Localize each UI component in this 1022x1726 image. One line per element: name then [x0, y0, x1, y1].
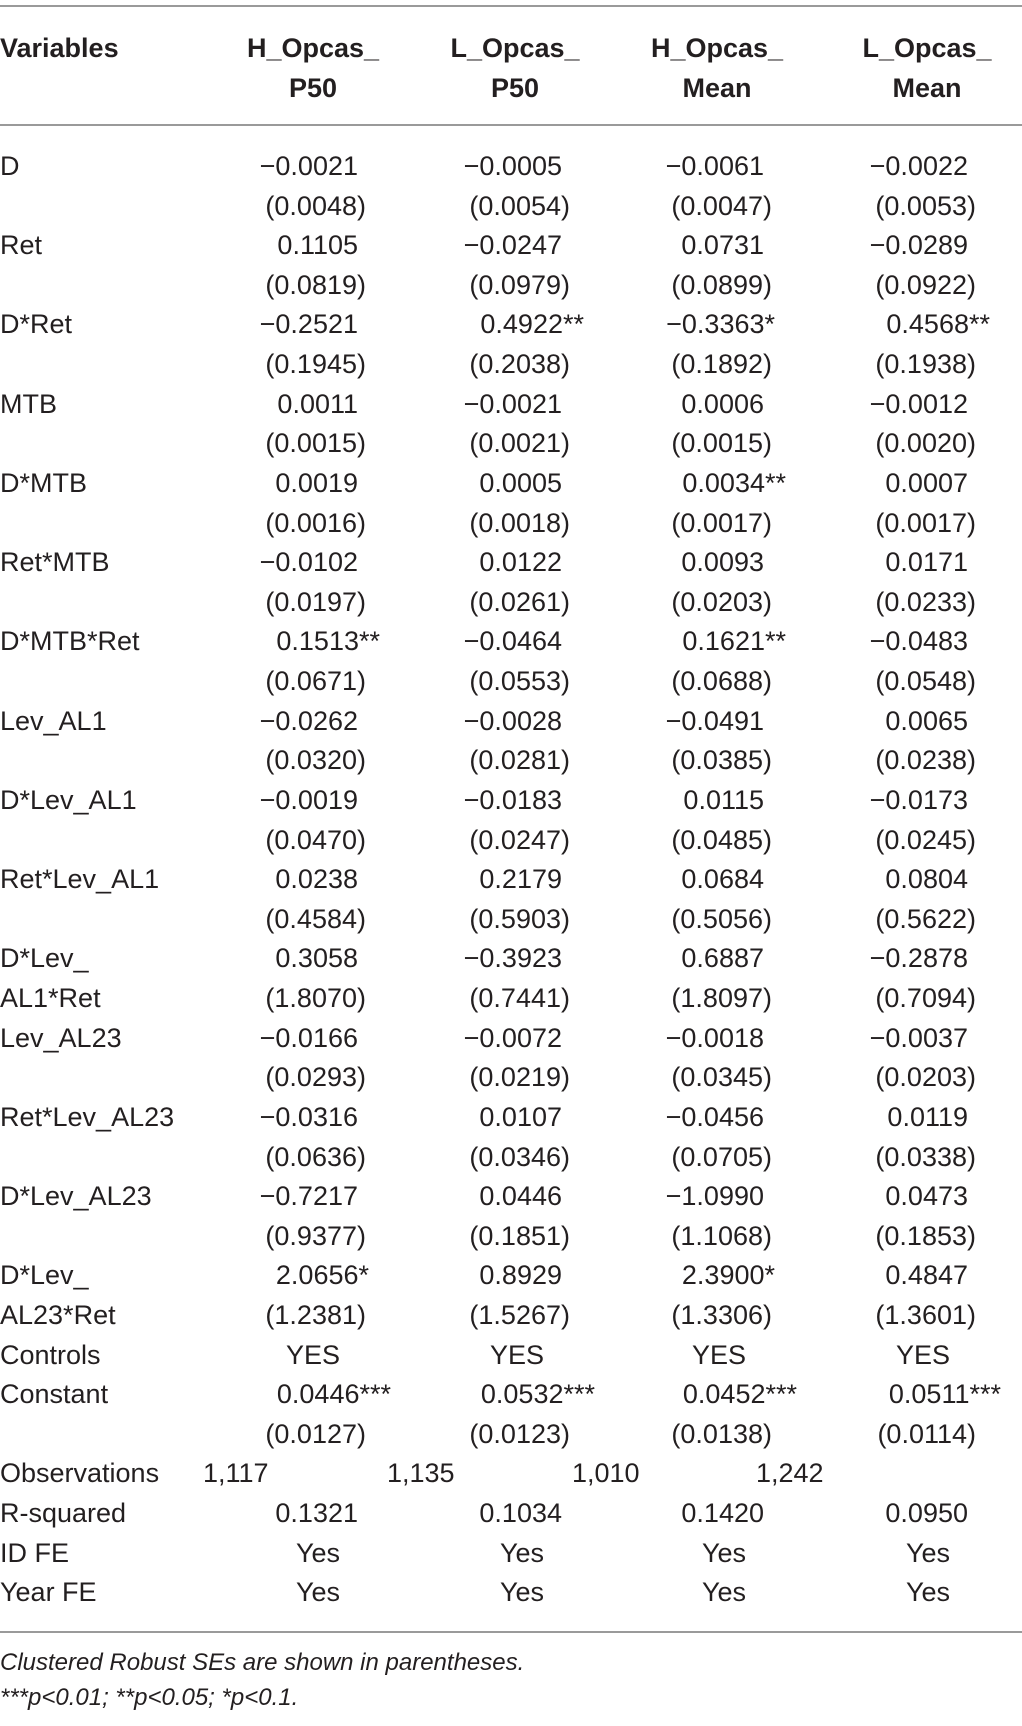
cell-col-1: 0.1513**	[276, 626, 380, 657]
cell-col-4: (0.0017)	[875, 507, 976, 538]
cell-col-1: −0.7217	[259, 1181, 358, 1212]
cell-col-2: (0.0346)	[469, 1141, 570, 1172]
row-label: D*Lev_AL1	[0, 784, 137, 815]
table-row	[0, 384, 1022, 424]
cell-col-1: 0.3058	[275, 943, 358, 974]
header-col-3-line-1: H_Opcas_	[650, 33, 784, 63]
cell-col-4: (0.0114)	[877, 1418, 976, 1449]
cell-col-2: −0.0247	[463, 230, 562, 261]
cell-col-2: 0.0446	[479, 1181, 562, 1212]
table-row	[0, 344, 1022, 384]
table-row	[0, 1572, 1022, 1612]
table-row	[0, 304, 1022, 344]
cell-col-4: YES	[895, 1339, 950, 1370]
cell-col-4: −0.0022	[869, 151, 968, 181]
cell-col-3: 0.0452***	[682, 1379, 797, 1410]
table-row	[0, 1374, 1022, 1414]
cell-col-2: Yes	[499, 1577, 544, 1608]
cell-col-3: (0.0017)	[671, 507, 772, 538]
row-label: Ret	[0, 230, 43, 261]
cell-col-3: 0.0006	[681, 388, 764, 419]
cell-col-2: 0.0005	[479, 467, 562, 498]
cell-col-1: (1.8070)	[265, 983, 366, 1014]
row-label: Lev_AL1	[0, 705, 107, 736]
header-col-1	[218, 28, 408, 108]
cell-col-1: 0.1105	[277, 230, 358, 261]
cell-col-3: Yes	[701, 1537, 746, 1568]
row-label: R-squared	[0, 1498, 127, 1529]
table-top-rule	[0, 5, 1022, 7]
cell-col-3: (0.0485)	[671, 824, 772, 855]
cell-col-4: (0.0233)	[875, 586, 976, 617]
cell-col-1: (0.0293)	[265, 1062, 366, 1093]
cell-col-3: (0.0385)	[671, 745, 772, 776]
table-row	[0, 503, 1022, 543]
row-label: Controls	[0, 1339, 101, 1370]
table-row	[0, 1414, 1022, 1454]
cell-col-3: 0.0093	[681, 547, 764, 578]
table-row	[0, 1176, 1022, 1216]
cell-col-1: −0.0316	[259, 1101, 358, 1132]
table-row	[0, 661, 1022, 701]
cell-col-4: (0.7094)	[875, 983, 976, 1014]
cell-col-4: (0.0922)	[875, 269, 976, 300]
cell-col-2: 0.8929	[479, 1260, 562, 1291]
cell-col-4: Yes	[905, 1537, 950, 1568]
cell-col-2: −0.0021	[463, 388, 562, 419]
table-row	[0, 1216, 1022, 1256]
row-label: AL23*Ret	[0, 1299, 116, 1330]
cell-col-4: −0.0037	[869, 1022, 968, 1053]
table-row	[0, 186, 1022, 226]
cell-col-1: −0.0262	[259, 705, 358, 736]
row-label: D*Lev_AL23	[0, 1181, 152, 1212]
cell-col-1: (1.2381)	[265, 1299, 366, 1330]
cell-col-2: (0.5903)	[469, 903, 570, 934]
header-col-2-line-1: L_Opcas_	[450, 33, 580, 63]
cell-col-3: (0.5056)	[671, 903, 772, 934]
cell-col-4: 0.0804	[885, 864, 968, 895]
cell-col-2: 0.4922**	[480, 309, 584, 340]
cell-col-2: (0.0261)	[469, 586, 570, 617]
cell-col-2: (0.0219)	[469, 1062, 570, 1093]
cell-col-4: 0.0171	[885, 547, 968, 578]
cell-col-3: 2.3900*	[681, 1260, 775, 1291]
cell-col-2: (0.0281)	[469, 745, 570, 776]
table-row	[0, 859, 1022, 899]
row-label: Constant	[0, 1379, 109, 1410]
cell-col-3: (0.1892)	[671, 349, 772, 380]
cell-col-1: (0.0048)	[265, 190, 366, 221]
row-label: AL1*Ret	[0, 983, 101, 1014]
cell-col-3: −0.0018	[665, 1022, 764, 1053]
cell-col-3: −1.0990	[665, 1181, 764, 1212]
cell-col-3: (0.0047)	[671, 190, 772, 221]
cell-col-3: 1,010	[572, 1458, 640, 1489]
row-label: Year FE	[0, 1577, 97, 1608]
table-row	[0, 1295, 1022, 1335]
cell-col-4: 0.4568**	[886, 309, 990, 340]
cell-col-4: (0.1853)	[875, 1220, 976, 1251]
cell-col-2: −0.0072	[463, 1022, 562, 1053]
cell-col-3: (0.0138)	[671, 1418, 772, 1449]
cell-col-4: (0.0238)	[875, 745, 976, 776]
row-label: D*MTB*Ret	[0, 626, 140, 657]
row-label: Ret*MTB	[0, 547, 110, 578]
cell-col-4: 1,242	[756, 1458, 824, 1489]
cell-col-1: (0.0016)	[265, 507, 366, 538]
cell-col-2: (0.0021)	[469, 428, 570, 459]
cell-col-3: (1.3306)	[671, 1299, 772, 1330]
cell-col-1: (0.0320)	[265, 745, 366, 776]
cell-col-2: (0.0247)	[469, 824, 570, 855]
header-col-1-line-2: P50	[288, 73, 338, 103]
table-row	[0, 582, 1022, 622]
cell-col-1: (0.4584)	[265, 903, 366, 934]
cell-col-2: −0.0464	[463, 626, 562, 657]
table-row	[0, 265, 1022, 305]
cell-col-1: −0.0021	[259, 151, 358, 181]
cell-col-2: (0.7441)	[469, 983, 570, 1014]
cell-col-1: −0.0166	[259, 1022, 358, 1053]
cell-col-1: (0.0015)	[265, 428, 366, 459]
row-label: Lev_AL23	[0, 1022, 122, 1053]
cell-col-3: 0.0731	[681, 230, 764, 261]
row-label: D*Lev_	[0, 943, 89, 974]
cell-col-2: (0.0123)	[469, 1418, 570, 1449]
header-variables: Variables	[0, 33, 119, 63]
cell-col-4: (0.0338)	[875, 1141, 976, 1172]
header-col-4	[832, 28, 1022, 108]
cell-col-2: −0.0028	[463, 705, 562, 736]
cell-col-4: 0.0950	[885, 1498, 968, 1529]
table-row	[0, 701, 1022, 741]
cell-col-2: 1,135	[387, 1458, 455, 1489]
cell-col-3: −0.0456	[665, 1101, 764, 1132]
row-label: D*MTB	[0, 467, 87, 498]
cell-col-3: −0.0061	[665, 151, 764, 181]
table-row	[0, 1097, 1022, 1137]
cell-col-1: −0.0019	[259, 784, 358, 815]
table-row	[0, 780, 1022, 820]
cell-col-4: (0.0203)	[875, 1062, 976, 1093]
cell-col-4: 0.0065	[885, 705, 968, 736]
cell-col-1: 1,117	[203, 1458, 269, 1489]
header-col-2-line-2: P50	[490, 73, 540, 103]
cell-col-3: (0.0688)	[671, 666, 772, 697]
table-row	[0, 542, 1022, 582]
cell-col-2: −0.3923	[463, 943, 562, 974]
cell-col-1: 0.1321	[275, 1498, 358, 1529]
table-row	[0, 820, 1022, 860]
cell-col-3: 0.6887	[681, 943, 764, 974]
cell-col-3: Yes	[701, 1577, 746, 1608]
cell-col-4: −0.2878	[869, 943, 968, 974]
cell-col-2: −0.0005	[463, 151, 562, 181]
table-row	[0, 225, 1022, 265]
cell-col-1: −0.0102	[259, 547, 358, 578]
cell-col-2: (0.1851)	[469, 1220, 570, 1251]
table-row	[0, 1255, 1022, 1295]
cell-col-3: −0.0491	[665, 705, 764, 736]
table-bottom-rule	[0, 1631, 1022, 1633]
cell-col-2: (0.0018)	[469, 507, 570, 538]
cell-col-4: 0.0007	[885, 467, 968, 498]
cell-col-4: (1.3601)	[875, 1299, 976, 1330]
header-col-4-line-2: Mean	[892, 73, 962, 103]
cell-col-3: (0.0345)	[671, 1062, 772, 1093]
header-col-3	[622, 28, 812, 108]
cell-col-4: (0.0548)	[875, 666, 976, 697]
cell-col-3: 0.1420	[681, 1498, 764, 1529]
cell-col-1: (0.0127)	[265, 1418, 366, 1449]
cell-col-2: (0.0553)	[469, 666, 570, 697]
table-row	[0, 1493, 1022, 1533]
table-row	[0, 146, 1022, 186]
table-row	[0, 1533, 1022, 1573]
cell-col-3: (0.0203)	[671, 586, 772, 617]
cell-col-3: (0.0899)	[671, 269, 772, 300]
cell-col-4: −0.0483	[869, 626, 968, 657]
cell-col-3: −0.3363*	[666, 309, 775, 340]
cell-col-2: 0.0107	[479, 1101, 562, 1132]
table-row	[0, 978, 1022, 1018]
table-row	[0, 1018, 1022, 1058]
cell-col-4: −0.0289	[869, 230, 968, 261]
cell-col-1: (0.0671)	[265, 666, 366, 697]
cell-col-2: Yes	[499, 1537, 544, 1568]
table-row	[0, 899, 1022, 939]
cell-col-2: (1.5267)	[469, 1299, 570, 1330]
cell-col-1: 2.0656*	[275, 1260, 369, 1291]
table-row	[0, 740, 1022, 780]
table-row	[0, 621, 1022, 661]
cell-col-3: YES	[691, 1339, 746, 1370]
cell-col-3: 0.0034**	[682, 467, 786, 498]
row-label: Ret*Lev_AL1	[0, 864, 160, 895]
cell-col-1: (0.0819)	[265, 269, 366, 300]
table-row	[0, 463, 1022, 503]
table-row	[0, 423, 1022, 463]
cell-col-2: (0.0979)	[469, 269, 570, 300]
cell-col-1: Yes	[295, 1577, 340, 1608]
cell-col-4: −0.0173	[869, 784, 968, 815]
cell-col-2: 0.2179	[479, 864, 562, 895]
row-label: D*Ret	[0, 309, 73, 340]
table-row	[0, 1137, 1022, 1177]
cell-col-3: (1.1068)	[671, 1220, 772, 1251]
cell-col-4: (0.5622)	[875, 903, 976, 934]
cell-col-1: YES	[285, 1339, 340, 1370]
cell-col-3: (0.0705)	[671, 1141, 772, 1172]
cell-col-3: (0.0015)	[671, 428, 772, 459]
cell-col-1: (0.0470)	[265, 824, 366, 855]
table-row	[0, 1057, 1022, 1097]
header-rule	[0, 124, 1022, 126]
cell-col-1: (0.1945)	[265, 349, 366, 380]
cell-col-1: 0.0011	[277, 388, 358, 419]
cell-col-1: (0.0197)	[265, 586, 366, 617]
cell-col-4: 0.4847	[885, 1260, 968, 1291]
table-row	[0, 1335, 1022, 1375]
row-label: D*Lev_	[0, 1260, 89, 1291]
row-label: MTB	[0, 388, 57, 419]
cell-col-3: 0.0115	[683, 784, 764, 815]
cell-col-3: 0.0684	[681, 864, 764, 895]
cell-col-3: 0.1621**	[682, 626, 786, 657]
cell-col-2: 0.0532***	[480, 1379, 595, 1410]
cell-col-2: 0.0122	[479, 547, 562, 578]
cell-col-4: −0.0012	[869, 388, 968, 419]
table-row	[0, 1453, 1022, 1493]
cell-col-1: (0.0636)	[265, 1141, 366, 1172]
cell-col-4: 0.0119	[887, 1101, 968, 1132]
header-col-2	[420, 28, 610, 108]
cell-col-1: −0.2521	[259, 309, 358, 340]
cell-col-1: Yes	[295, 1537, 340, 1568]
cell-col-4: (0.0020)	[875, 428, 976, 459]
cell-col-4: Yes	[905, 1577, 950, 1608]
row-label: Ret*Lev_AL23	[0, 1101, 175, 1132]
header-col-3-line-2: Mean	[682, 73, 752, 103]
cell-col-2: (0.2038)	[469, 349, 570, 380]
cell-col-2: (0.0054)	[469, 190, 570, 221]
row-label: ID FE	[0, 1537, 70, 1568]
footnote-significance: ***p<0.01; **p<0.05; *p<0.1.	[0, 1684, 299, 1711]
cell-col-2: YES	[489, 1339, 544, 1370]
cell-col-4: (0.0053)	[875, 190, 976, 221]
cell-col-1: 0.0238	[275, 864, 358, 895]
cell-col-3: (1.8097)	[671, 983, 772, 1014]
row-label: D	[0, 151, 20, 181]
cell-col-1: (0.9377)	[265, 1220, 366, 1251]
cell-col-1: 0.0019	[275, 467, 358, 498]
header-col-1-line-1: H_Opcas_	[246, 33, 380, 63]
cell-col-2: −0.0183	[463, 784, 562, 815]
cell-col-4: 0.0473	[885, 1181, 968, 1212]
footnote-se: Clustered Robust SEs are shown in parentheses.	[0, 1649, 525, 1676]
header-col-4-line-1: L_Opcas_	[862, 33, 992, 63]
cell-col-4: 0.0511***	[888, 1379, 1001, 1410]
cell-col-2: 0.1034	[479, 1498, 562, 1529]
table-row	[0, 938, 1022, 978]
row-label: Observations	[0, 1458, 160, 1489]
cell-col-1: 0.0446***	[276, 1379, 391, 1410]
cell-col-4: (0.0245)	[875, 824, 976, 855]
cell-col-4: (0.1938)	[875, 349, 976, 380]
